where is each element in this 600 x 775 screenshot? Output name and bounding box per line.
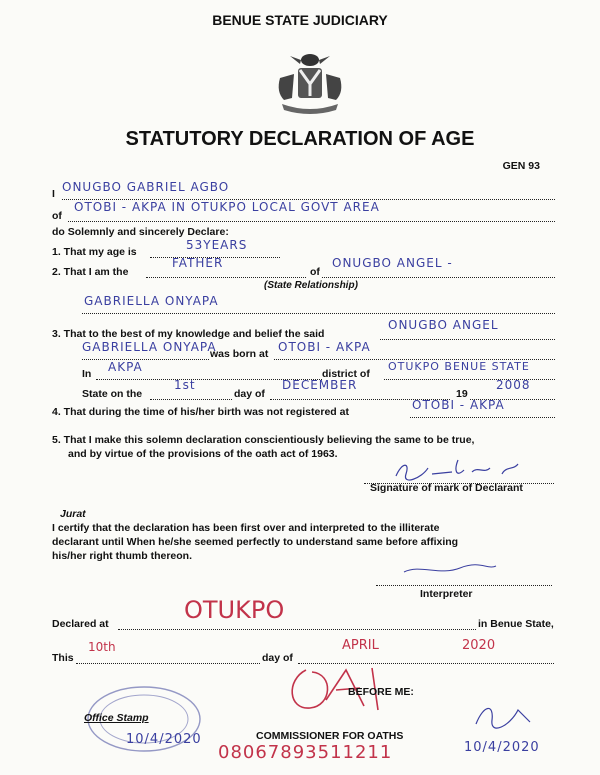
year-prefix: 19 [456, 388, 468, 400]
court-heading: BENUE STATE JUDICIARY [212, 12, 388, 28]
document-title: STATUTORY DECLARATION OF AGE [125, 128, 475, 150]
relation-line [146, 264, 306, 278]
jurat-day-of-label: day of [262, 652, 293, 664]
jurat-text-2: declarant until When he/she seemed perfectly to understand same before affixing [52, 536, 459, 548]
i-prefix: I [52, 188, 55, 200]
relation-value: FATHER [172, 256, 224, 270]
solemn-item-line-2: and by virtue of the provisions of the oath act of 1963. [68, 448, 338, 460]
declared-at-value: OTUKPO [184, 596, 285, 624]
jurat-heading: Jurat [60, 508, 86, 520]
interpreter-line [376, 572, 552, 586]
in-value: AKPA [108, 360, 143, 374]
commissioner-date: 10/4/2020 [464, 740, 540, 755]
in-label: In [82, 368, 92, 380]
jurat-month-value: APRIL [342, 638, 379, 653]
solemn-line: do Solemnly and sincerely Declare: [52, 226, 229, 238]
of-word: of [310, 266, 320, 278]
form-code: GEN 93 [502, 160, 540, 172]
signature-caption: Signature of mark of Declarant [370, 482, 523, 494]
state-on-label: State on the [82, 388, 143, 400]
phone-number-handwritten: 08067893511211 [218, 742, 393, 763]
stamp-date: 10/4/2020 [126, 732, 202, 747]
solemn-item-line-1: 5. That I make this solemn declaration conscientiously believing the same to be true, [52, 434, 475, 446]
commissioner-title: COMMISSIONER FOR OATHS [256, 730, 404, 742]
age-value: 53YEARS [186, 238, 248, 252]
coat-of-arms-icon [270, 52, 350, 122]
declared-at-line [118, 616, 476, 630]
relation-label: 2. That I am the [52, 266, 129, 278]
knowledge-label: 3. That to the best of my knowledge and belief the said [52, 328, 325, 340]
of-prefix: of [52, 210, 62, 222]
day-value: 1st [174, 378, 196, 392]
district-value: OTUKPO BENUE STATE [388, 360, 530, 373]
jurat-text-3: his/her right thumb thereon. [52, 550, 193, 562]
child-name-1: ONUGBO ANGEL - [332, 256, 453, 270]
month-value: DECEMBER [282, 378, 358, 392]
not-registered-value: OTOBI - AKPA [412, 398, 505, 412]
in-benue-label: in Benue State, [478, 618, 554, 630]
born-at-value: OTOBI - AKPA [278, 340, 371, 354]
born-at-label: was born at [210, 348, 269, 360]
declared-at-label: Declared at [52, 618, 109, 630]
jurat-text-1: I certify that the declaration has been first over and interpreted to the illiterate [52, 522, 440, 534]
state-relationship-caption: (State Relationship) [264, 280, 358, 291]
before-me-label: BEFORE ME: [348, 686, 414, 698]
child-name-2: GABRIELLA ONYAPA [84, 294, 219, 308]
this-label: This [52, 652, 74, 664]
born-name: GABRIELLA ONYAPA [82, 340, 217, 354]
commissioner-blue-signature [470, 700, 540, 730]
knowledge-name: ONUGBO ANGEL [388, 318, 499, 332]
declarant-address: OTOBI - AKPA IN OTUKPO LOCAL GOVT AREA [74, 200, 380, 214]
office-stamp-label: Office Stamp [84, 712, 149, 724]
jurat-year-value: 2020 [462, 638, 496, 653]
declarant-name: ONUGBO GABRIEL AGBO [62, 180, 230, 194]
this-value: 10th [88, 640, 116, 654]
day-of-label: day of [234, 388, 265, 400]
not-registered-label: 4. That during the time of his/her birth was not registered at [52, 406, 349, 418]
year-value: 2008 [496, 378, 531, 392]
age-label: 1. That my age is [52, 246, 137, 258]
interpreter-caption: Interpreter [420, 588, 473, 600]
district-label: district of [322, 368, 370, 380]
